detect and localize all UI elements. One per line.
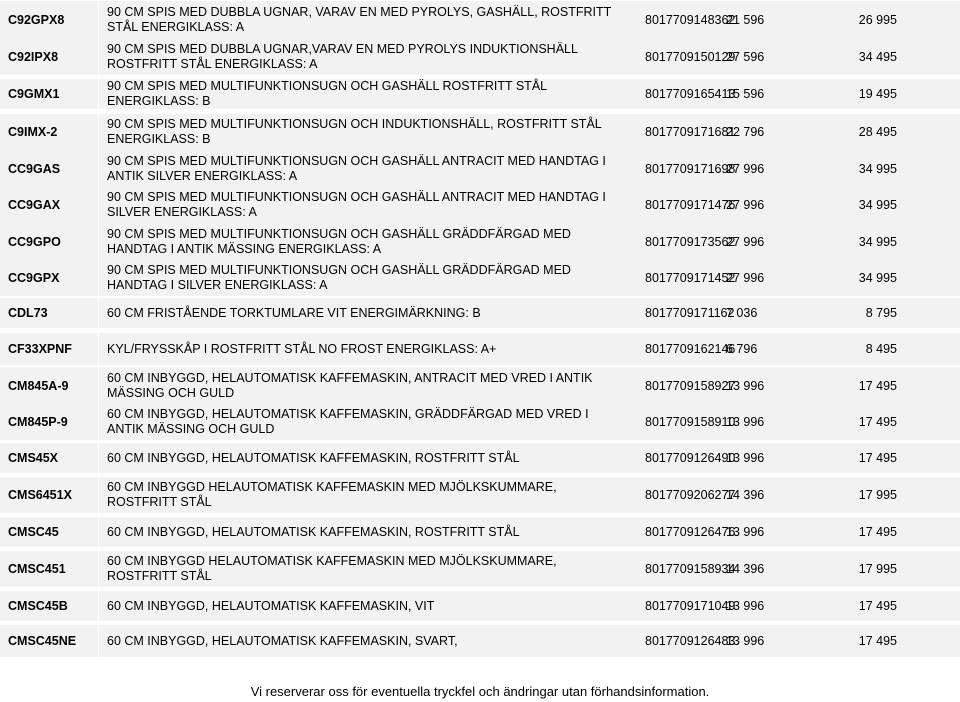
table-row <box>99 223 960 260</box>
model-code: CM845A-9 <box>8 378 69 393</box>
product-description: 60 CM INBYGGD, HELAUTOMATISK KAFFEMASKIN, SVART, <box>107 633 458 648</box>
product-details-column <box>98 443 960 473</box>
table-row <box>99 443 960 473</box>
price-incl-vat: 34 995 <box>858 234 897 249</box>
model-code-column <box>0 625 98 657</box>
model-code-column <box>0 591 98 621</box>
product-details-column <box>98 591 960 621</box>
ean-number: 8017709206277 <box>645 488 736 502</box>
product-group <box>0 332 960 365</box>
price-incl-vat: 26 995 <box>858 13 897 27</box>
model-code-column <box>0 1 98 75</box>
ean-number: 8017709126483 <box>645 634 736 648</box>
price-excl-vat: 27 996 <box>726 234 765 249</box>
price-excl-vat: 15 596 <box>726 87 765 101</box>
footer-disclaimer: Vi reserverar oss för eventuella tryckfel och ändringar utan förhandsinformation. <box>250 684 710 699</box>
model-code: CDL73 <box>8 306 48 320</box>
model-code: CC9GAX <box>8 198 61 212</box>
model-code: C9GMX1 <box>8 87 60 101</box>
model-code: C92IPX8 <box>8 50 59 64</box>
model-code: CF33XPNF <box>8 342 72 356</box>
price-excl-vat: 13 996 <box>726 415 765 429</box>
table-row <box>99 591 960 621</box>
price-excl-vat: 13 996 <box>726 599 765 613</box>
product-description: 90 CM SPIS MED MULTIFUNKTIONSUGN OCH GASHÄLL ANTRACIT MED HANDTAG I ANTIK SILVER ENERGIKLASS: A <box>107 153 606 183</box>
ean-number: 8017709150129 <box>645 50 736 64</box>
table-row <box>99 551 960 587</box>
model-code-column <box>0 551 98 587</box>
product-description: 60 CM INBYGGD, HELAUTOMATISK KAFFEMASKIN, ANTRACIT MED VRED I ANTIK MÄSSING OCH GULD <box>107 370 593 400</box>
product-description: 60 CM INBYGGD, HELAUTOMATISK KAFFEMASKIN, VIT <box>107 598 435 613</box>
product-details-column <box>98 333 960 365</box>
model-code: CMS6451X <box>8 488 72 502</box>
product-details-column <box>98 517 960 547</box>
model-code-column <box>0 298 98 328</box>
product-group <box>0 476 960 513</box>
product-group <box>0 78 960 109</box>
ean-number: 8017709171049 <box>645 599 736 613</box>
table-row <box>99 1 960 39</box>
product-description: KYL/FRYSSKÅP I ROSTFRITT STÅL NO FROST ENERGIKLASS: A+ <box>107 341 497 356</box>
ean-number: 8017709126476 <box>645 525 736 539</box>
price-incl-vat: 34 995 <box>858 271 897 285</box>
model-code-column <box>0 367 98 440</box>
table-row <box>99 625 960 657</box>
model-code: CC9GPO <box>8 234 61 249</box>
model-code: CMSC45B <box>8 599 68 613</box>
price-excl-vat: 27 996 <box>726 161 765 176</box>
product-description: 60 CM INBYGGD, HELAUTOMATISK KAFFEMASKIN, GRÄDDFÄRGAD MED VRED I ANTIK MÄSSING OCH GULD <box>107 407 589 436</box>
price-excl-vat: 14 396 <box>726 562 765 576</box>
price-incl-vat: 34 995 <box>858 161 897 176</box>
table-row <box>99 187 960 223</box>
ean-number: 8017709171476 <box>645 198 736 212</box>
price-excl-vat: 27 996 <box>726 271 765 285</box>
ean-number: 8017709171681 <box>645 125 736 139</box>
product-group <box>0 113 960 296</box>
product-description: 60 CM FRISTÅENDE TORKTUMLARE VIT ENERGIMÄRKNING: B <box>107 305 481 320</box>
product-description: 90 CM SPIS MED MULTIFUNKTIONSUGN OCH GASHÄLL GRÄDDFÄRGAD MED HANDTAG I ANTIK MÄSSING ENERGIKLASS: A <box>107 226 571 256</box>
table-row <box>99 39 960 75</box>
product-details-column <box>98 477 960 513</box>
price-excl-vat: 14 396 <box>726 488 765 502</box>
model-code: CMS45X <box>8 451 59 465</box>
ean-number: 8017709171698 <box>645 161 736 176</box>
table-row <box>99 404 960 440</box>
model-code: CC9GPX <box>8 271 60 285</box>
price-excl-vat: 22 796 <box>726 125 765 139</box>
product-description: 60 CM INBYGGD HELAUTOMATISK KAFFEMASKIN MED MJÖLKSKUMMARE, ROSTFRITT STÅL <box>107 554 557 583</box>
price-incl-vat: 34 495 <box>858 50 897 64</box>
product-description: 90 CM SPIS MED MULTIFUNKTIONSUGN OCH GASHÄLL GRÄDDFÄRGAD MED HANDTAG I SILVER ENERGIKLASS: A <box>107 263 571 292</box>
table-row <box>99 79 960 109</box>
price-incl-vat: 17 995 <box>858 488 897 502</box>
product-group <box>0 366 960 440</box>
price-excl-vat: 6 796 <box>726 342 758 356</box>
price-excl-vat: 13 996 <box>726 378 765 393</box>
price-incl-vat: 17 495 <box>858 599 897 613</box>
ean-number: 8017709171452 <box>645 271 736 285</box>
price-excl-vat: 13 996 <box>726 451 765 465</box>
product-description: 60 CM INBYGGD HELAUTOMATISK KAFFEMASKIN MED MJÖLKSKUMMARE, ROSTFRITT STÅL <box>107 480 557 509</box>
product-details-column <box>98 79 960 109</box>
price-excl-vat: 27 996 <box>726 198 765 212</box>
price-incl-vat: 17 495 <box>858 634 897 648</box>
table-row <box>99 150 960 187</box>
model-code: CMSC45 <box>8 525 59 539</box>
product-group <box>0 590 960 621</box>
price-incl-vat: 17 495 <box>858 378 897 393</box>
product-details-column <box>98 298 960 328</box>
model-code-column <box>0 79 98 109</box>
model-code-column <box>0 443 98 473</box>
table-row <box>99 298 960 328</box>
table-row <box>99 260 960 296</box>
ean-number: 8017709173562 <box>645 234 736 249</box>
product-details-column <box>98 114 960 296</box>
product-details-column <box>98 551 960 587</box>
product-description: 90 CM SPIS MED MULTIFUNKTIONSUGN OCH GASHÄLL ROSTFRITT STÅL ENERGIKLASS: B <box>107 79 547 108</box>
ean-number: 8017709126490 <box>645 451 736 465</box>
ean-number: 8017709158934 <box>645 562 736 576</box>
price-incl-vat: 17 995 <box>858 562 897 576</box>
price-excl-vat: 27 596 <box>726 50 765 64</box>
product-group <box>0 442 960 473</box>
ean-number: 8017709171162 <box>645 306 735 320</box>
price-excl-vat: 13 996 <box>726 634 765 648</box>
model-code-column <box>0 114 98 296</box>
table-row <box>99 517 960 547</box>
model-code-column <box>0 333 98 365</box>
price-incl-vat: 17 495 <box>858 451 897 465</box>
ean-number: 8017709162146 <box>645 342 736 356</box>
ean-number: 8017709165413 <box>645 87 736 101</box>
model-code: CC9GAS <box>8 161 61 176</box>
price-incl-vat: 19 495 <box>858 87 897 101</box>
product-group <box>0 624 960 657</box>
model-code: C9IMX-2 <box>8 125 58 139</box>
model-code: CMSC45NE <box>8 634 77 648</box>
ean-number: 8017709148362 <box>645 13 736 27</box>
table-row <box>99 333 960 365</box>
price-incl-vat: 8 495 <box>865 342 897 356</box>
price-incl-vat: 17 495 <box>858 525 897 539</box>
product-description: 60 CM INBYGGD, HELAUTOMATISK KAFFEMASKIN, ROSTFRITT STÅL <box>107 450 520 465</box>
model-code: CMSC451 <box>8 562 66 576</box>
price-incl-vat: 17 495 <box>858 415 897 429</box>
price-incl-vat: 34 995 <box>858 198 897 212</box>
product-description: 60 CM INBYGGD, HELAUTOMATISK KAFFEMASKIN, ROSTFRITT STÅL <box>107 524 520 539</box>
product-group <box>0 550 960 587</box>
price-incl-vat: 28 495 <box>858 125 897 139</box>
model-code-column <box>0 477 98 513</box>
product-group <box>0 0 960 75</box>
product-group <box>0 297 960 328</box>
model-code: CM845P-9 <box>8 415 68 429</box>
product-description: 90 CM SPIS MED MULTIFUNKTIONSUGN OCH GASHÄLL ANTRACIT MED HANDTAG I SILVER ENERGIKLASS: A <box>107 190 606 219</box>
ean-number: 8017709158927 <box>645 378 736 393</box>
product-details-column <box>98 625 960 657</box>
product-details-column <box>98 367 960 440</box>
product-details-column <box>98 1 960 75</box>
product-description: 90 CM SPIS MED MULTIFUNKTIONSUGN OCH INDUKTIONSHÄLL, ROSTFRITT STÅL ENERGIKLASS: B <box>107 117 602 146</box>
model-code: C92GPX8 <box>8 13 65 27</box>
product-description: 90 CM SPIS MED DUBBLA UGNAR, VARAV EN MED PYROLYS, GASHÄLL, ROSTFRITT STÅL ENERGIKLASS: A <box>107 5 612 34</box>
price-incl-vat: 8 795 <box>865 306 897 320</box>
product-description: 90 CM SPIS MED DUBBLA UGNAR,VARAV EN MED PYROLYS INDUKTIONSHÄLL ROSTFRITT STÅL ENERGIKLASS: A <box>107 42 578 71</box>
product-group <box>0 516 960 547</box>
model-code-column <box>0 517 98 547</box>
ean-number: 8017709158910 <box>645 415 736 429</box>
table-row <box>99 114 960 150</box>
table-row <box>99 367 960 404</box>
price-excl-vat: 13 996 <box>726 525 765 539</box>
table-row <box>99 477 960 513</box>
price-excl-vat: 21 596 <box>726 13 765 27</box>
price-excl-vat: 7 036 <box>726 306 758 320</box>
